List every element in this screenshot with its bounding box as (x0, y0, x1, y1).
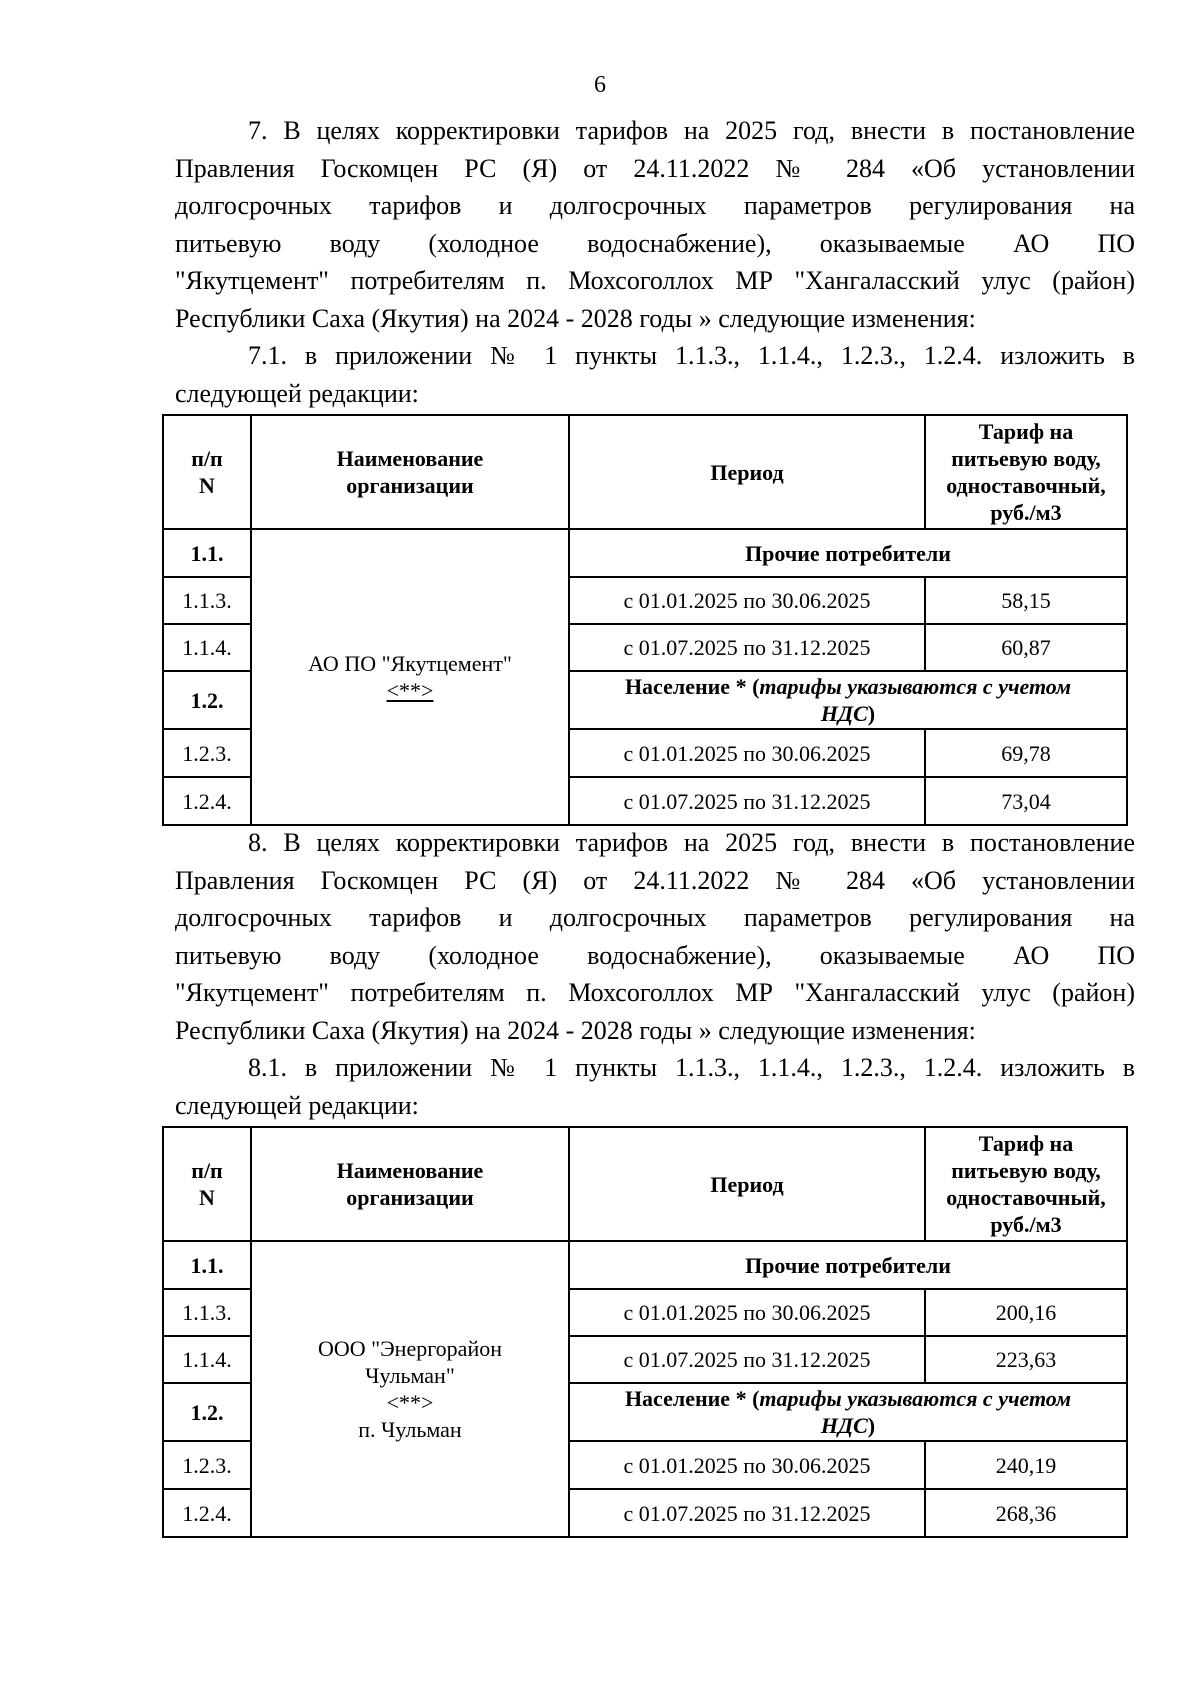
section-8-line-3: долгосрочных тарифов и долгосрочных параметров регулирования на (175, 903, 1135, 932)
header-tariff (925, 1127, 1127, 1241)
header-tariff-line-2: питьевую воду, (951, 1158, 1101, 1183)
group-2-label-italic-2: НДС (820, 1413, 868, 1438)
header-tariff-line-3: одноставочный, (946, 1185, 1106, 1210)
row-value: 200,16 (925, 1289, 1127, 1336)
section-8-1-line-2: следующей редакции: (175, 1090, 419, 1120)
section-7-line-5: "Якутцемент" потребителям п. Мохсоголлох МР "Хангаласский улус (район) (175, 266, 1135, 295)
group-1-num: 1.1. (163, 529, 251, 577)
section-8 (175, 824, 1135, 1124)
header-org (251, 1127, 569, 1241)
group-2-label-prefix: Население * ( (624, 1386, 760, 1411)
row-period: с 01.01.2025 по 30.06.2025 (569, 1289, 925, 1336)
header-org-line-1: Наименование (336, 1158, 484, 1183)
section-7 (175, 112, 1135, 412)
row-num: 1.1.3. (163, 1289, 251, 1336)
header-tariff (925, 415, 1127, 529)
section-7-line-1: 7. В целях корректировки тарифов на 2025 год, внести в постановление (248, 116, 1135, 145)
header-period: Период (569, 1127, 925, 1241)
header-tariff-line-4: руб./м3 (990, 1212, 1062, 1237)
header-tariff-line-3: одноставочный, (946, 473, 1106, 498)
table-row (163, 529, 1127, 577)
header-num-line-2: N (199, 473, 215, 498)
header-num-line-2: N (199, 1185, 215, 1210)
group-2-label-prefix: Население * ( (624, 674, 760, 699)
section-7-line-4: питьевую воду (холодное водоснабжение), оказываемые АО ПО (175, 228, 1135, 258)
header-org-line-2: организации (346, 473, 474, 498)
section-7-1-line-1: 7.1. в приложении № 1 пункты 1.1.3., 1.1.4., 1.2.3., 1.2.4. изложить в (248, 341, 1135, 370)
organization-note-mark: <**> (386, 1390, 434, 1415)
row-period: с 01.01.2025 по 30.06.2025 (569, 729, 925, 777)
row-num: 1.2.4. (163, 1489, 251, 1537)
header-num-line-1: п/п (191, 446, 223, 471)
header-num (163, 415, 251, 529)
row-value: 73,04 (925, 777, 1127, 825)
organization-location: п. Чульман (358, 1417, 462, 1442)
header-num (163, 1127, 251, 1241)
tariff-table-2 (162, 1126, 1128, 1538)
row-num: 1.2.3. (163, 1441, 251, 1489)
group-2-num: 1.2. (163, 1383, 251, 1441)
organization-name: АО ПО "Якутцемент" (308, 651, 512, 676)
table-header-row (163, 1127, 1127, 1241)
section-8-line-4: питьевую воду (холодное водоснабжение), оказываемые АО ПО (175, 940, 1135, 970)
header-tariff-line-1: Тариф на (978, 419, 1074, 444)
group-2-label-suffix: ) (867, 1413, 876, 1438)
section-8-line-6: Республики Саха (Якутия) на 2024 - 2028 годы » следующие изменения: (175, 1015, 976, 1045)
row-value: 58,15 (925, 577, 1127, 624)
header-org-line-2: организации (346, 1185, 474, 1210)
group-1-num: 1.1. (163, 1241, 251, 1289)
row-num: 1.2.4. (163, 777, 251, 825)
group-2-label-italic-2: НДС (820, 701, 868, 726)
group-1-label: Прочие потребители (569, 1241, 1127, 1289)
row-period: с 01.01.2025 по 30.06.2025 (569, 577, 925, 624)
group-2-label-suffix: ) (867, 701, 876, 726)
row-period: с 01.07.2025 по 31.12.2025 (569, 624, 925, 671)
organization-name-line-2: Чульман" (365, 1363, 455, 1388)
organization-note-mark: <**> (386, 678, 434, 703)
row-period: с 01.07.2025 по 31.12.2025 (569, 1336, 925, 1383)
table-row (163, 1241, 1127, 1289)
section-8-1-line-1: 8.1. в приложении № 1 пункты 1.1.3., 1.1.4., 1.2.3., 1.2.4. изложить в (248, 1053, 1135, 1082)
header-tariff-line-4: руб./м3 (990, 500, 1062, 525)
group-2-label (569, 671, 1127, 729)
row-period: с 01.01.2025 по 30.06.2025 (569, 1441, 925, 1489)
section-7-line-6: Республики Саха (Якутия) на 2024 - 2028 годы » следующие изменения: (175, 303, 976, 333)
row-num: 1.2.3. (163, 729, 251, 777)
section-8-line-5: "Якутцемент" потребителям п. Мохсоголлох МР "Хангаласский улус (район) (175, 978, 1135, 1007)
header-org (251, 415, 569, 529)
organization-cell (251, 1241, 569, 1537)
section-7-line-3: долгосрочных тарифов и долгосрочных параметров регулирования на (175, 191, 1135, 220)
group-2-label-italic-1: тарифы указываются с учетом (759, 1386, 1072, 1411)
organization-name-line-1: ООО "Энергорайон (318, 1336, 502, 1361)
group-1-label: Прочие потребители (569, 529, 1127, 577)
section-7-1-line-2: следующей редакции: (175, 378, 419, 408)
organization-cell (251, 529, 569, 825)
header-num-line-1: п/п (191, 1158, 223, 1183)
group-2-label-italic-1: тарифы указываются с учетом (759, 674, 1072, 699)
group-2-label (569, 1383, 1127, 1441)
section-8-line-2: Правления Госкомцен РС (Я) от 24.11.2022 № 284 «Об установлении (175, 865, 1135, 895)
header-period: Период (569, 415, 925, 529)
row-value: 69,78 (925, 729, 1127, 777)
row-num: 1.1.4. (163, 624, 251, 671)
header-tariff-line-2: питьевую воду, (951, 446, 1101, 471)
row-value: 268,36 (925, 1489, 1127, 1537)
row-num: 1.1.4. (163, 1336, 251, 1383)
row-value: 60,87 (925, 624, 1127, 671)
header-tariff-line-1: Тариф на (978, 1131, 1074, 1156)
table-header-row (163, 415, 1127, 529)
header-org-line-1: Наименование (336, 446, 484, 471)
row-value: 223,63 (925, 1336, 1127, 1383)
section-7-line-2: Правления Госкомцен РС (Я) от 24.11.2022 № 284 «Об установлении (175, 153, 1135, 183)
group-2-num: 1.2. (163, 671, 251, 729)
tariff-table-1 (162, 414, 1128, 826)
row-period: с 01.07.2025 по 31.12.2025 (569, 777, 925, 825)
page-number: 6 (594, 72, 606, 98)
row-num: 1.1.3. (163, 577, 251, 624)
section-8-line-1: 8. В целях корректировки тарифов на 2025 год, внести в постановление (248, 828, 1135, 857)
row-period: с 01.07.2025 по 31.12.2025 (569, 1489, 925, 1537)
row-value: 240,19 (925, 1441, 1127, 1489)
